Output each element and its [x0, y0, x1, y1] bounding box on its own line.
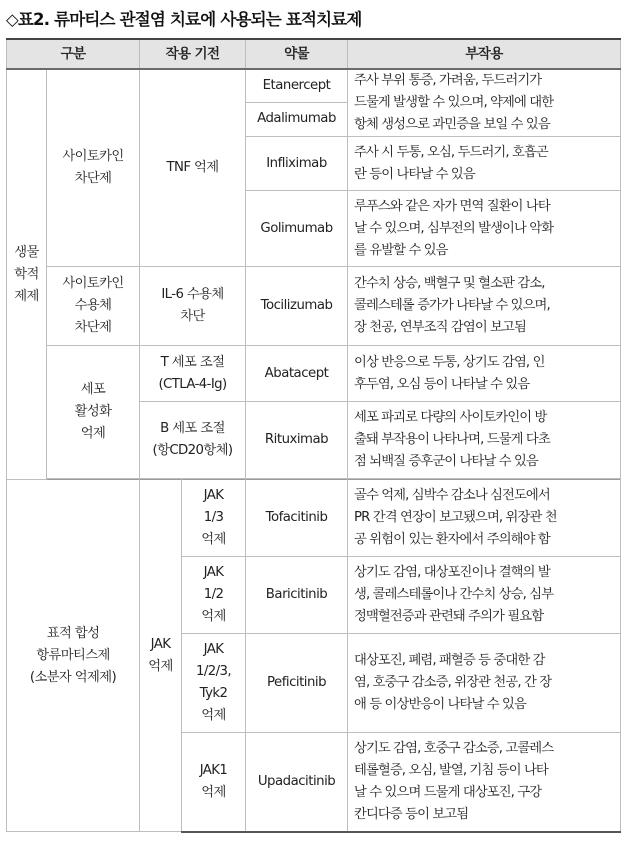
drug-tocilizumab: Tocilizumab [246, 267, 348, 346]
drug-infliximab: Infliximab [246, 137, 348, 191]
table-row [7, 69, 621, 102]
table-row [7, 346, 621, 402]
group-jak-inhibitor: JAK 억제 [140, 480, 182, 832]
effect-peficitinib: 대상포진, 폐렴, 패혈증 등 중대한 감 염, 호중구 감소증, 위장관 천공, 간 장 애 등 이상반응이 나타날 수 있음 [348, 634, 621, 733]
mechanism-b-cell: B 세포 조절 (항CD20항체) [140, 402, 246, 479]
effect-tocilizumab: 간수치 상승, 백혈구 및 혈소판 감소, 콜레스테롤 증가가 나타날 수 있으며, 장 천공, 연부조직 감염이 보고됨 [348, 267, 621, 346]
drug-tofacitinib: Tofacitinib [246, 480, 348, 557]
effect-rituximab: 세포 파괴로 다량의 사이토카인이 방 출돼 부작용이 나타나며, 드물게 다초 점 뇌백질 증후군이 나타날 수 있음 [348, 402, 621, 479]
group-synthetic-dmard: 표적 합성 항류마티스제 (소분자 억제제) [7, 480, 140, 832]
header-drug: 약물 [246, 39, 348, 69]
drug-upadacitinib: Upadacitinib [246, 733, 348, 832]
effect-infliximab: 주사 시 두통, 오심, 두드러기, 호흡곤 란 등이 나타날 수 있음 [348, 137, 621, 191]
table-title: ◇표2. 류마티스 관절염 치료에 사용되는 표적치료제 [6, 10, 362, 29]
drug-baricitinib: Baricitinib [246, 557, 348, 634]
header-row [7, 39, 621, 69]
effect-tofacitinib: 골수 억제, 심박수 감소나 심전도에서 PR 간격 연장이 보고됐으며, 위장관 천 공 위험이 있는 환자에서 주의해야 함 [348, 480, 621, 557]
header-side-effects: 부작용 [348, 39, 621, 69]
mechanism-tnf: TNF 억제 [140, 69, 246, 267]
group-cytokine-blocker: 사이토카인 차단제 [47, 69, 140, 267]
drug-golimumab: Golimumab [246, 191, 348, 267]
drug-rituximab: Rituximab [246, 402, 348, 479]
table-row [7, 480, 621, 557]
header-category: 구분 [7, 39, 140, 69]
mechanism-jak13: JAK 1/3 억제 [182, 480, 246, 557]
mechanism-jak1: JAK1 억제 [182, 733, 246, 832]
drug-peficitinib: Peficitinib [246, 634, 348, 733]
table-row [7, 267, 621, 346]
mechanism-il6: IL-6 수용체 차단 [140, 267, 246, 346]
header-mechanism: 작용 기전 [140, 39, 246, 69]
drug-etanercept: Etanercept [246, 69, 348, 102]
effect-etanercept-adalimumab: 주사 부위 통증, 가려움, 두드러기가 드물게 발생할 수 있으며, 약제에 대한 항체 생성으로 과민증을 보일 수 있음 [348, 69, 621, 137]
group-cytokine-receptor-blocker: 사이토카인 수용체 차단제 [47, 267, 140, 346]
effect-golimumab: 루푸스와 같은 자가 면역 질환이 나타 날 수 있으며, 심부전의 발생이나 악화 를 유발할 수 있음 [348, 191, 621, 267]
group-biologic: 생물 학적 제제 [7, 69, 47, 480]
drug-abatacept: Abatacept [246, 346, 348, 402]
mechanism-jak12: JAK 1/2 억제 [182, 557, 246, 634]
mechanism-t-cell: T 세포 조절 (CTLA-4-Ig) [140, 346, 246, 402]
group-cell-activation-inhibitor: 세포 활성화 억제 [47, 346, 140, 479]
targeted-therapy-table [6, 38, 621, 833]
effect-baricitinib: 상기도 감염, 대상포진이나 결핵의 발 생, 콜레스테롤이나 간수치 상승, 심부 정맥혈전증과 관련돼 주의가 필요함 [348, 557, 621, 634]
effect-abatacept: 이상 반응으로 두통, 상기도 감염, 인 후두염, 오심 등이 나타날 수 있음 [348, 346, 621, 402]
effect-upadacitinib: 상기도 감염, 호중구 감소증, 고콜레스 테롤혈증, 오심, 발열, 기침 등이 나타 날 수 있으며 드물게 대상포진, 구강 칸디다증 등이 보고됨 [348, 733, 621, 832]
mechanism-jak123-tyk2: JAK 1/2/3, Tyk2 억제 [182, 634, 246, 733]
drug-adalimumab: Adalimumab [246, 102, 348, 136]
